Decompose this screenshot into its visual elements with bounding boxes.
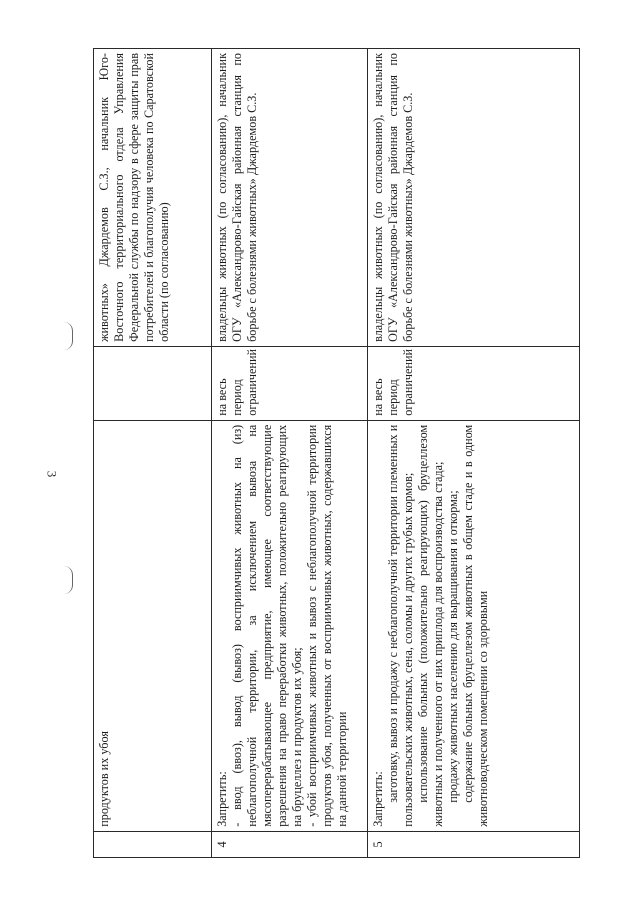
row-number: 5	[368, 831, 580, 857]
activity-cell	[212, 420, 368, 831]
row-number	[94, 831, 212, 857]
responsible-cell: владельцы животных (по согласованию), начальник ОГУ «Александрово-Гайская районная станция по борьбе с болезнями животных» Джардемов С.З.	[212, 49, 368, 347]
activity-line: продажу животных населению для выращивания и откорма;	[446, 490, 460, 803]
activity-line: использование больных (положительно реагирующих) бруцеллезом животных и полученного от них приплода для воспроизводства стада;	[416, 424, 445, 827]
activity-line: содержание больных бруцеллезом животных в общем стаде и в одном животноводческом помещении со здоровыми	[461, 424, 490, 827]
responsible-cell: животных» Джардемов С.З., начальник Юго-Восточного территориального отдела Управления Федеральной службы по надзору в сфере защиты прав потребителей и благополучия человека по Саратовской области (по согласованию)	[94, 49, 212, 347]
page-number: 3	[44, 470, 60, 478]
activity-line: Запретить:	[215, 771, 229, 827]
activity-line: - ввод (ввоз), вывод (вывоз) восприимчивых животных на (из) неблагополучной территории, за исключением вывоза на мясоперерабатывающее предприятие, имеющее соответствующие разрешения на право переработки животных, положительно реагирующих на бруцеллез и продуктов их убоя;	[230, 424, 304, 827]
activity-cell	[94, 420, 212, 831]
row-number: 4	[212, 831, 368, 857]
activity-cell	[368, 420, 580, 831]
table-row	[368, 49, 580, 858]
binding-hole-mark-top	[64, 322, 73, 350]
table-row	[94, 49, 212, 858]
table-row	[212, 49, 368, 858]
term-cell: на весь период ограничений	[212, 346, 368, 420]
rotated-table-page	[93, 48, 583, 858]
responsible-cell: владельцы животных (по согласованию), начальник ОГУ «Александрово-Гайская районная станция по борьбе с болезнями животных» Джардемов С.З.	[368, 49, 580, 347]
activity-line: Запретить:	[371, 771, 385, 827]
term-cell	[94, 346, 212, 420]
binding-hole-mark-bottom	[64, 566, 73, 594]
activity-line: заготовку, вывоз и продажу с неблагополучной территории племенных и пользовательских животных, сена, соломы и других грубых кормов;	[386, 424, 415, 827]
measures-table	[93, 48, 580, 858]
activity-line: продуктов их убоя	[97, 731, 111, 827]
term-cell: на весь период ограничений	[368, 346, 580, 420]
activity-line: - убой восприимчивых животных и вывоз с неблагополучной территории продуктов убоя, полученных от восприимчивых животных, содержавшихся на данной территории	[305, 424, 349, 827]
